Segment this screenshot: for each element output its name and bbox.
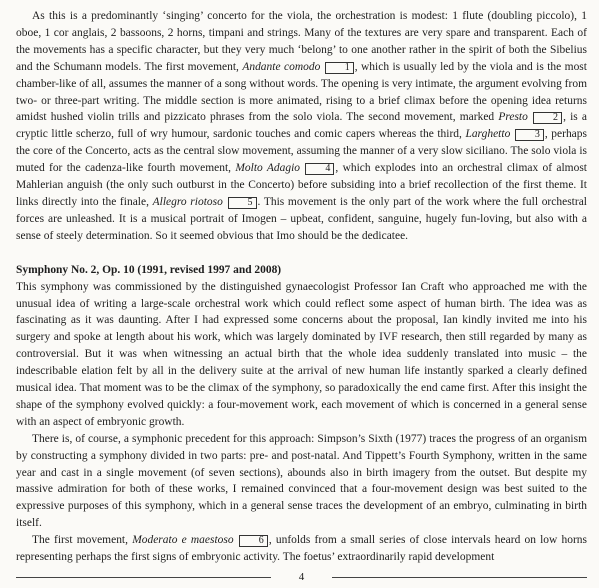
symphony-paragraph-2: There is, of course, a symphonic precedent for this approach: Simpson’s Sixth (1977) traces the progress of an organism by constructing a symphony divided in two parts: pre- and post-natal. And Tippett’s Fourth Symphony, written in the same year and cast in a single movement (of seven sections), abounds also in birth imagery from the outset. But despite my massive admiration for both of these works, I remained convinced that a four-movement design was best suited to the expressive purposes of this symphony, which in a general sense traces the development of an embryo, culminating in birth itself. (16, 432, 587, 530)
track-number-badge: 4 (305, 163, 334, 175)
movement-title: Presto (498, 111, 528, 124)
symphony-paragraph-3 (16, 532, 587, 566)
document-page (16, 8, 587, 566)
track-number-badge: 3 (515, 129, 544, 141)
text-run: , which is usually led by the viola and is the most chamber-like of all, assumes the manner of a song without words. The opening is very intimate, the argument evolving from two- or three-part writing. The middle section is more animated, rising to a brief climax before the opening idea returns amidst hushed violin trills and pizzicato phrases from the solo viola. The second movement, marked (16, 60, 587, 124)
text-run: , is a cryptic little scherzo, full of wry humour, sardonic touches and comic capers whereas the third, (16, 111, 588, 141)
page-footer (16, 569, 587, 585)
page-number: 4 (298, 571, 305, 583)
track-number-badge: 5 (228, 197, 257, 209)
text-run: , which explodes into an orchestral climax of almost Mahlerian anguish (the only such outburst in the Concerto) before subsiding into a brief recollection of the first theme. It links directly into the finale, (16, 162, 587, 208)
movement-title: Andante comodo (242, 60, 321, 73)
track-number-badge: 1 (325, 62, 354, 74)
track-number-badge: 2 (533, 112, 562, 124)
text-run: . This movement is the only part of the work where the full orchestral forces are unleashed. It is a musical portrait of Imogen – upbeat, confident, sanguine, hugely fun-loving, but also with a sense of steely determination. So it seemed obvious that Imo should be the dedicatee. (16, 195, 587, 242)
movement-title: Larghetto (465, 128, 511, 141)
text-run: , unfolds from a small series of close intervals heard on low horns representing perhaps the first signs of embryonic activity. The foetus’ extraordinarily rapid development (16, 534, 588, 564)
section-heading: Symphony No. 2, Op. 10 (1991, revised 1997 and 2008) (16, 263, 282, 276)
symphony-paragraph-1: This symphony was commissioned by the distinguished gynaecologist Professor Ian Craft who approached me with the unusual idea of writing a large-scale orchestral work which could reflect some aspect of human birth. The idea was as fascinating as it was daunting. After I had expressed some concerns about the proposal, Ian kindly invited me into his surgery and spoke at length about his work, which was largely dominated by IVF research, then still regarded by many as controversial. But it was when witnessing an actual birth that the whole idea suddenly translated into music – the indescribable elation felt by all in the delivery suite at the arrival of new human life instantly sparked a clearly defined musical idea. That moment was to be the climax of the symphony, so paradoxically the end came first. After this insight the shape of the symphony evolved quickly: a four-movement work, each movement of which is concerned in a general sense with an aspect of embryonic growth. (16, 280, 587, 428)
movement-title: Allegro riotoso (152, 195, 223, 208)
footer-rule-right (332, 577, 587, 578)
viola-concerto-paragraph (16, 8, 587, 245)
text-run: As this is a predominantly ‘singing’ concerto for the viola, the orchestration is modest: 1 flute (doubling piccolo), 1 oboe, 1 cor anglais, 2 bassoons, 2 horns, timpani and strings. Many of the textures are very spare and transparent. Each of the movements has a specific character, but they very much ‘belong’ to one another rather in the spirit of both the Sibelius and the Schumann models. The first movement, (16, 10, 587, 73)
text-run: The first movement, (32, 534, 133, 547)
movement-title: Molto Adagio (235, 162, 301, 175)
track-number-badge: 6 (239, 535, 268, 547)
text-run: , perhaps the core of the Concerto, acts as the central slow movement, assuming the manner of a very slow siciliano. The solo viola is muted for the cadenza-like fourth movement, (16, 128, 587, 175)
movement-title: Moderato e maestoso (132, 534, 234, 547)
